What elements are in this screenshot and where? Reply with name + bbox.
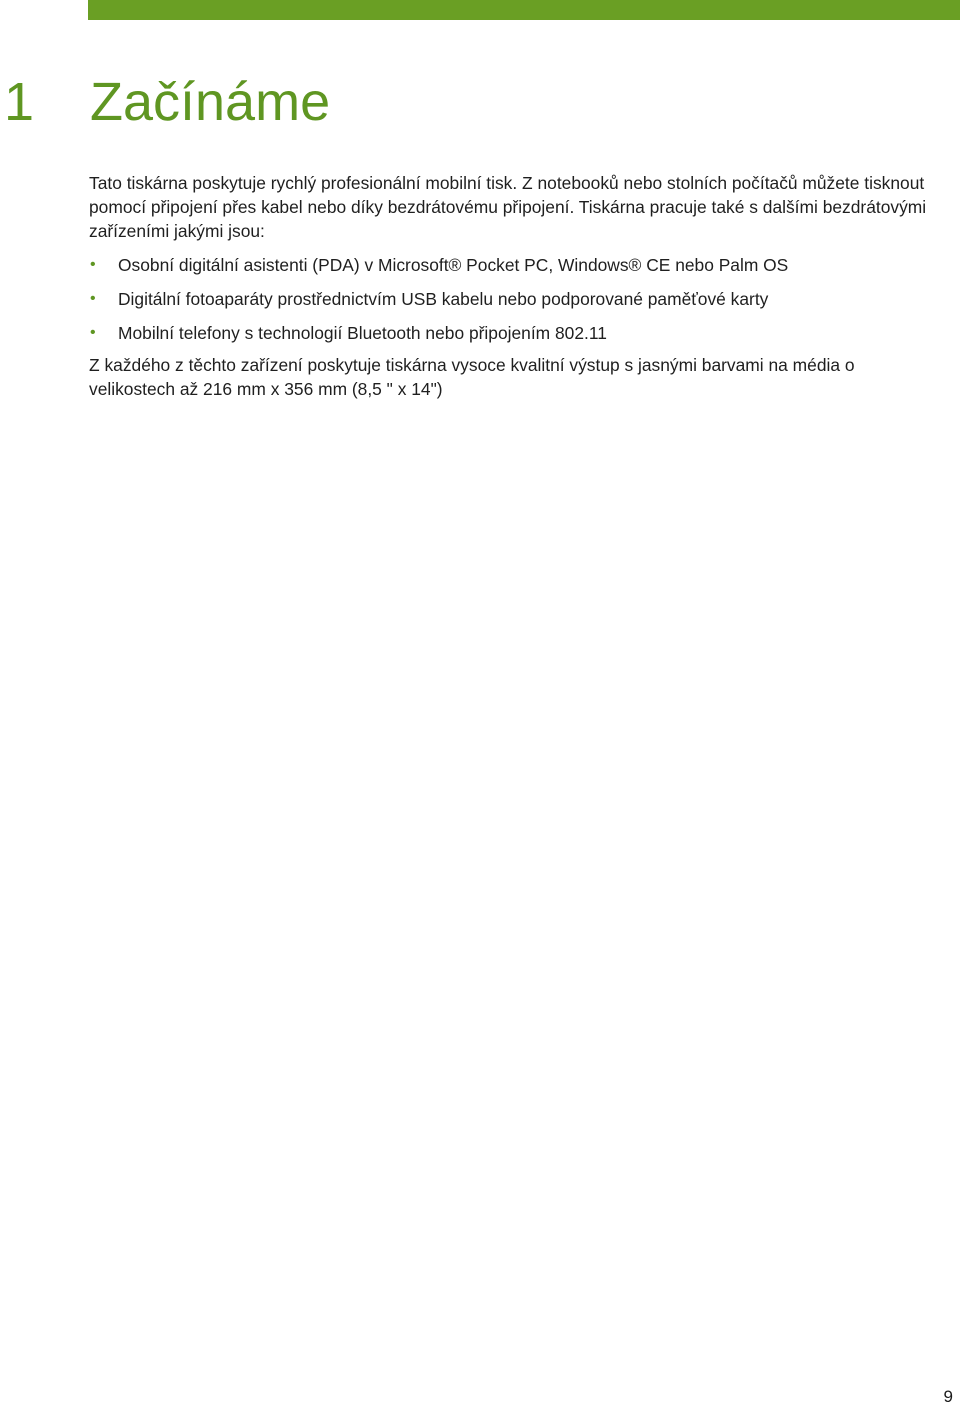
list-item-text: Osobní digitální asistenti (PDA) v Microsoft® Pocket PC, Windows® CE nebo Palm OS	[118, 255, 789, 275]
list-item	[89, 253, 929, 277]
bullet-icon: •	[90, 256, 96, 273]
bullet-icon: •	[90, 324, 96, 341]
chapter-header-bar	[88, 0, 960, 20]
chapter-content	[89, 171, 929, 401]
closing-paragraph: Z každého z těchto zařízení poskytuje tiskárna vysoce kvalitní výstup s jasnými barvami na média o velikostech až 216 mm x 356 mm (8,5 " x 14")	[89, 355, 855, 399]
list-item-text: Digitální fotoaparáty prostřednictvím USB kabelu nebo podporované paměťové karty	[118, 289, 769, 309]
chapter-title: Začínáme	[90, 72, 331, 133]
list-item	[89, 321, 929, 345]
chapter-heading	[4, 64, 330, 144]
list-item	[89, 287, 929, 311]
list-item-text: Mobilní telefony s technologií Bluetooth nebo připojením 802.11	[118, 323, 607, 343]
supported-devices-list	[89, 253, 929, 345]
intro-paragraph: Tato tiskárna poskytuje rychlý profesionální mobilní tisk. Z notebooků nebo stolních počítačů můžete tisknout pomocí připojení přes kabel nebo díky bezdrátovému připojení. Tiskárna pracuje také s dalšími bezdrátovými zařízeními jakými jsou:	[89, 173, 927, 241]
bullet-icon: •	[90, 290, 96, 307]
page-number: 9	[943, 1387, 953, 1406]
chapter-number: 1	[4, 72, 35, 133]
